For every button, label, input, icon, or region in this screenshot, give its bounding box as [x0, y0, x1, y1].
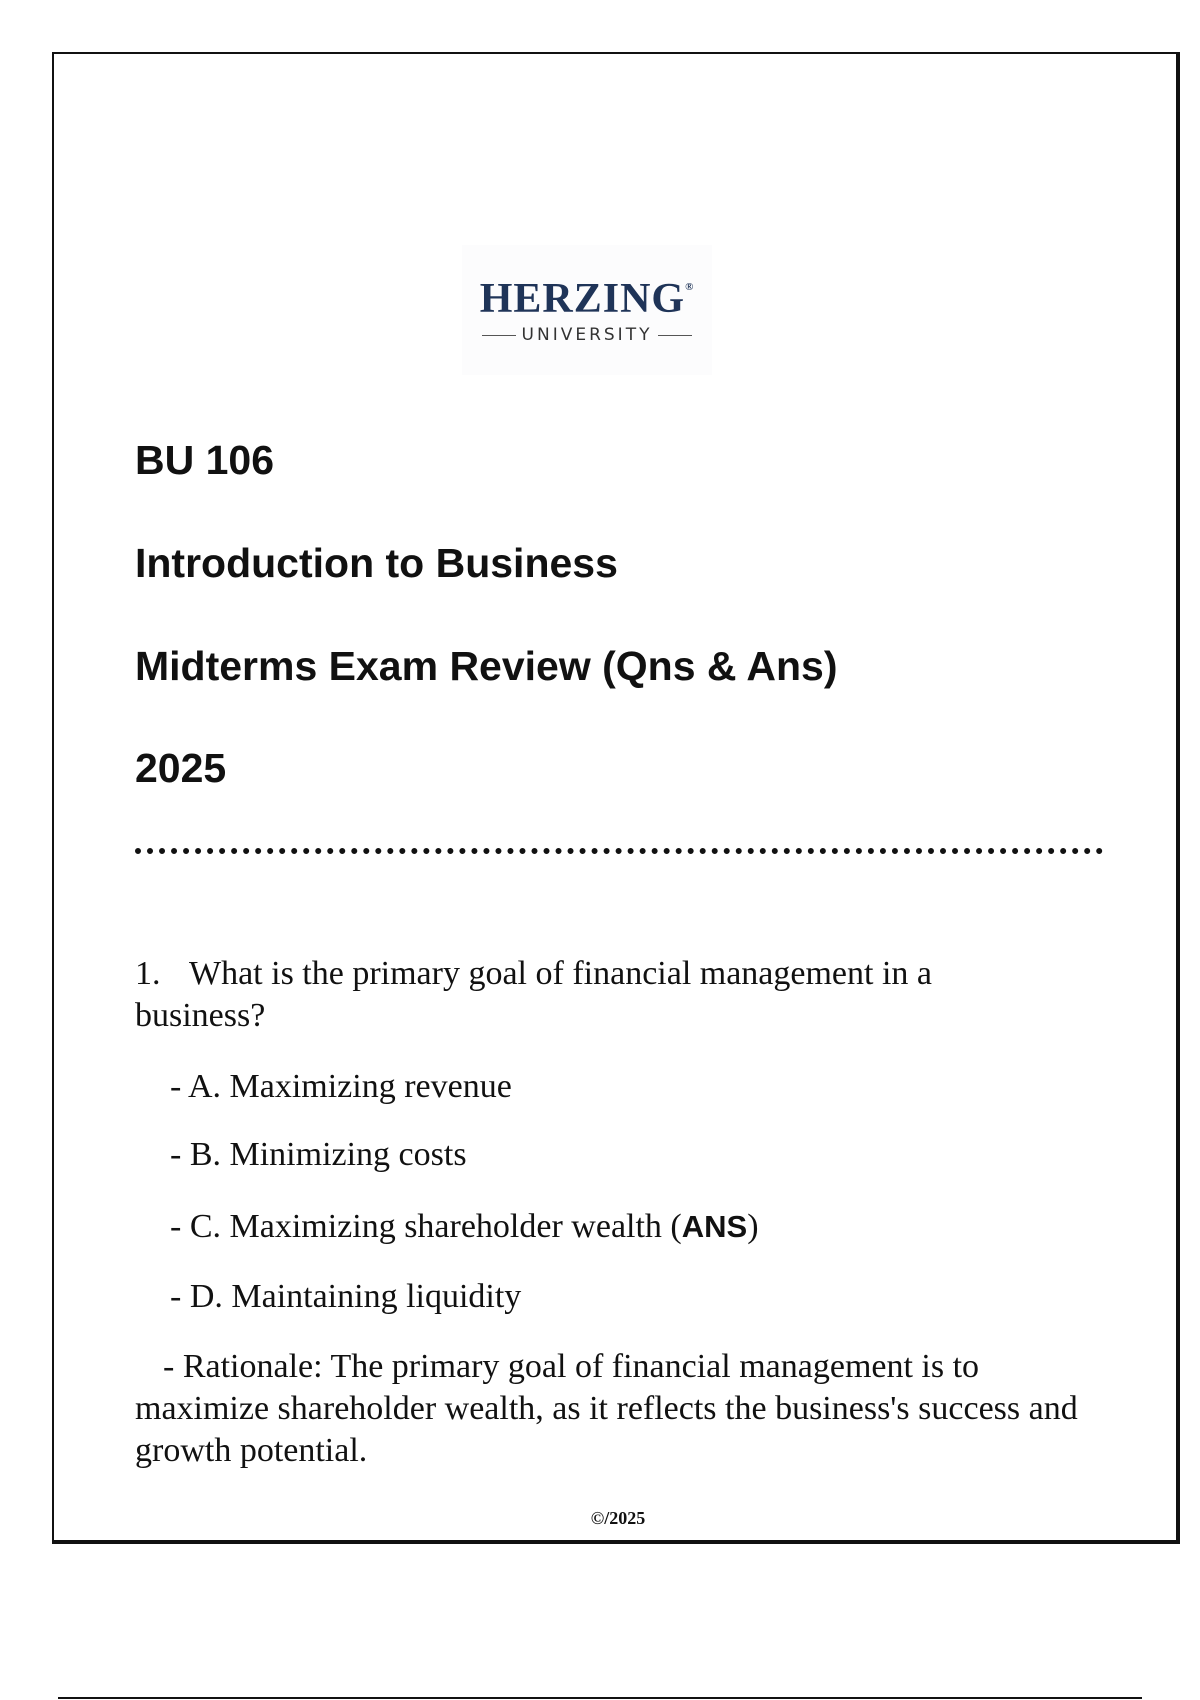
rationale-text: - Rationale: The primary goal of financial management is to maximize shareholder wealth, as it reflects the business's success and growth potential. — [135, 1348, 1078, 1469]
option-a — [170, 1066, 512, 1108]
document-year: 2025 — [135, 745, 227, 791]
rationale — [135, 1346, 1095, 1472]
dotted-divider — [135, 848, 1103, 854]
question-text: What is the primary goal of financial management in a business? — [135, 955, 933, 1034]
next-page-top-edge — [58, 1697, 1142, 1699]
logo-wordmark — [462, 275, 712, 323]
option-d — [170, 1276, 521, 1318]
option-d-label: - D. Maintaining liquidity — [170, 1278, 522, 1315]
answer-mark: ANS — [681, 1209, 748, 1244]
option-b-label: - B. Minimizing costs — [170, 1136, 467, 1173]
logo-rule-left — [482, 335, 516, 336]
option-b — [170, 1134, 467, 1176]
logo-wordmark-text: HERZING — [479, 276, 686, 322]
option-a-label: - A. Maximizing revenue — [170, 1068, 512, 1105]
herzing-university-logo — [462, 245, 712, 375]
option-c: - C. Maximizing shareholder wealth (ANS) — [170, 1208, 759, 1245]
question-number: 1. — [135, 955, 161, 992]
registered-mark: ® — [685, 281, 695, 293]
document-title: Midterms Exam Review (Qns & Ans) — [135, 643, 838, 689]
option-c-label: - C. Maximizing shareholder wealth — [170, 1208, 662, 1245]
course-code: BU 106 — [135, 437, 275, 483]
logo-subtitle: UNIVERSITY — [521, 325, 653, 345]
logo-subtitle-row — [462, 325, 712, 345]
logo-rule-right — [658, 335, 692, 336]
course-title: Introduction to Business — [135, 540, 618, 586]
copyright-notice: ©/2025 — [590, 1508, 646, 1528]
question-1 — [135, 953, 1035, 1037]
